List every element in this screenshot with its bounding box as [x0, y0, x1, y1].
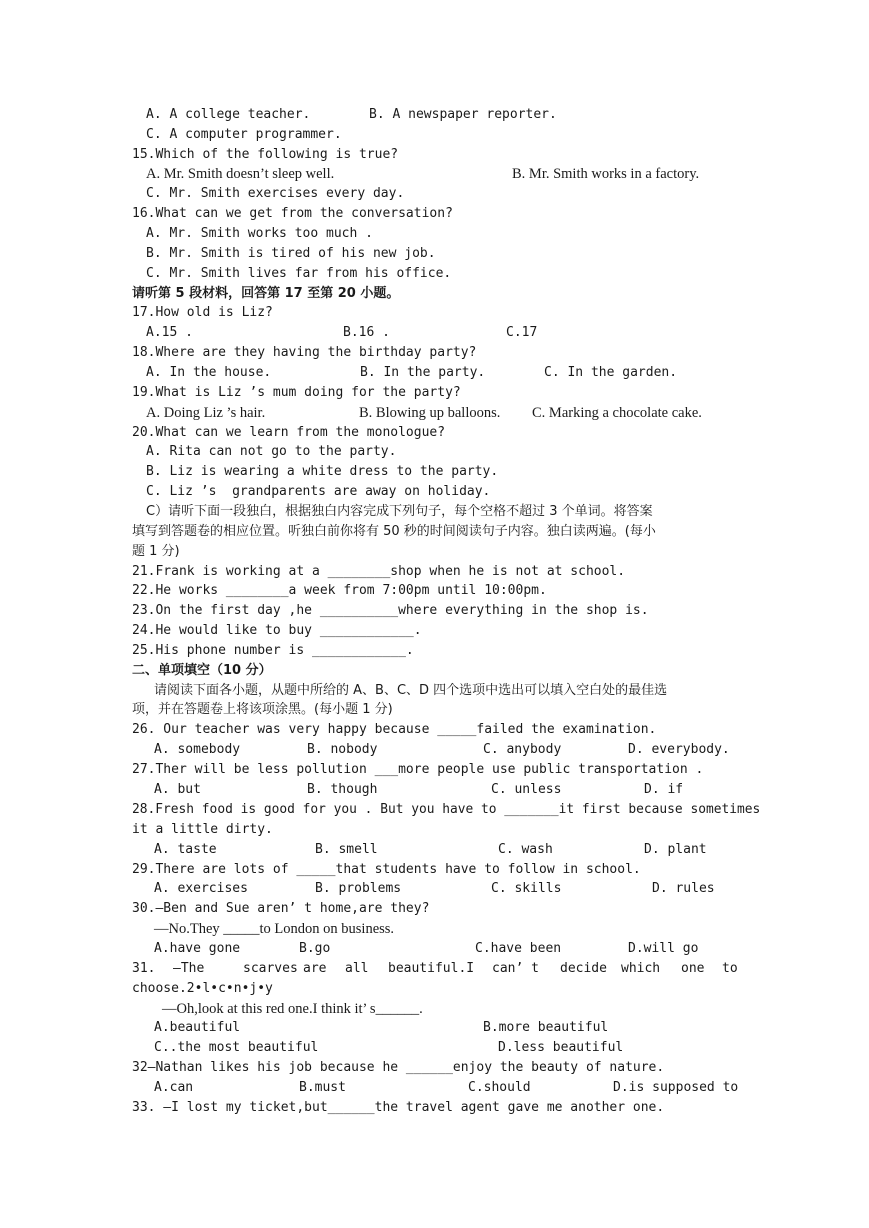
q19-option-b: B. Blowing up balloons. [359, 405, 501, 421]
q29-option-d: D. rules [652, 881, 715, 896]
q31-word: scarves [243, 961, 298, 976]
q33-stem: 33. —I lost my ticket,but______the travel agent gave me another one. [132, 1100, 665, 1115]
q26-option-a: A. somebody [154, 742, 241, 757]
q32-option-b: B.must [299, 1080, 346, 1095]
q19-stem: 19.What is Liz ’s mum doing for the party? [132, 385, 461, 400]
section2-instruction-line2: 项，并在答题卷上将该项涂黑。(每小题 1 分) [132, 702, 393, 717]
q20-stem: 20.What can we learn from the monologue? [132, 425, 446, 440]
q14-option-b: B. A newspaper reporter. [369, 107, 557, 122]
q31-word: one [681, 961, 705, 976]
q28-stem-line2: it a little dirty. [132, 822, 273, 837]
q30-option-d: D.will go [628, 941, 699, 956]
q14-option-a: A. A college teacher. [146, 107, 311, 122]
q32-option-d: D.is supposed to [613, 1080, 739, 1095]
q16-option-c: C. Mr. Smith lives far from his office. [146, 266, 452, 281]
q17-option-b: B.16 . [343, 325, 390, 340]
q18-option-a: A. In the house. [146, 365, 272, 380]
q28-stem-line1: 28.Fresh food is good for you . But you have to _______it first because sometimes [132, 802, 761, 817]
q22: 22.He works ________a week from 7:00pm until 10:00pm. [132, 583, 547, 598]
q30-option-a: A.have gone [154, 941, 241, 956]
q31-word: beautiful.I [388, 961, 475, 976]
q28-option-d: D. plant [644, 842, 707, 857]
section2-instruction-line1: 请阅读下面各小题，从题中所给的 A、B、C、D 四个选项中选出可以填入空白处的最佳选 [154, 683, 668, 698]
q30-reply: —No.They _____to London on business. [154, 921, 395, 937]
q28-option-b: B. smell [315, 842, 378, 857]
q17-option-a: A.15 . [146, 325, 193, 340]
partc-instruction-line2: 填写到答题卷的相应位置。听独白前你将有 50 秒的时间阅读句子内容。独白读两遍。(每小 [132, 524, 656, 539]
q27-option-b: B. though [307, 782, 378, 797]
q18-stem: 18.Where are they having the birthday party? [132, 345, 477, 360]
q30-option-b: B.go [299, 941, 331, 956]
q17-stem: 17.How old is Liz? [132, 305, 273, 320]
q31-reply: —Oh,look at this red one.I think it’ s______. [162, 1001, 423, 1017]
q21: 21.Frank is working at a ________shop when he is not at school. [132, 564, 626, 579]
q30-option-c: C.have been [475, 941, 562, 956]
section5-heading: 请听第 5 段材料，回答第 17 至第 20 小题。 [132, 286, 400, 301]
q23: 23.On the first day ,he __________where everything in the shop is. [132, 603, 649, 618]
q17-option-c: C.17 [506, 325, 538, 340]
q18-option-b: B. In the party. [360, 365, 486, 380]
q19-option-c: C. Marking a chocolate cake. [532, 405, 702, 421]
q26-option-d: D. everybody. [628, 742, 730, 757]
q29-option-a: A. exercises [154, 881, 248, 896]
q27-stem: 27.Ther will be less pollution ___more people use public transportation . [132, 762, 704, 777]
q32-option-c: C.should [468, 1080, 531, 1095]
q28-option-a: A. taste [154, 842, 217, 857]
q26-stem: 26. Our teacher was very happy because _____failed the examination. [132, 722, 657, 737]
q15-stem: 15.Which of the following is true? [132, 147, 399, 162]
partc-instruction-line3: 题 1 分) [132, 544, 180, 559]
q16-option-a: A. Mr. Smith works too much . [146, 226, 373, 241]
q31-option-a: A.beautiful [154, 1020, 241, 1035]
q27-option-a: A. but [154, 782, 201, 797]
q20-option-b: B. Liz is wearing a white dress to the party. [146, 464, 499, 479]
partc-instruction-line1: C）请听下面一段独白，根据独白内容完成下列句子，每个空格不超过 3 个单词。将答案 [146, 504, 653, 519]
q20-option-a: A. Rita can not go to the party. [146, 444, 397, 459]
q27-option-d: D. if [644, 782, 684, 797]
q15-option-b: B. Mr. Smith works in a factory. [512, 166, 700, 182]
q31-word: are [303, 961, 327, 976]
section2-heading: 二、单项填空（10 分） [132, 663, 272, 678]
q29-option-b: B. problems [315, 881, 402, 896]
q28-option-c: C. wash [498, 842, 553, 857]
q29-stem: 29.There are lots of _____that students have to follow in school. [132, 862, 641, 877]
q31-stem-line2: choose.2•l•c•n•j•y [132, 981, 273, 996]
q15-option-c: C. Mr. Smith exercises every day. [146, 186, 405, 201]
q26-option-b: B. nobody [307, 742, 378, 757]
q25: 25.His phone number is ____________. [132, 643, 414, 658]
q19-option-a: A. Doing Liz ’s hair. [146, 405, 266, 421]
q16-stem: 16.What can we get from the conversation? [132, 206, 453, 221]
q24: 24.He would like to buy ____________. [132, 623, 422, 638]
q31-number: 31. [132, 961, 156, 976]
q27-option-c: C. unless [491, 782, 562, 797]
q15-option-a: A. Mr. Smith doesn’t sleep well. [146, 166, 335, 182]
q32-stem: 32—Nathan likes his job because he ______enjoy the beauty of nature. [132, 1060, 665, 1075]
q16-option-b: B. Mr. Smith is tired of his new job. [146, 246, 436, 261]
q31-word: which [621, 961, 661, 976]
q31-word: to [722, 961, 738, 976]
q26-option-c: C. anybody [483, 742, 562, 757]
q32-option-a: A.can [154, 1080, 194, 1095]
q14-option-c: C. A computer programmer. [146, 127, 342, 142]
q31-word: can’ t [492, 961, 539, 976]
q31-word: all [345, 961, 369, 976]
q31-word: decide [560, 961, 607, 976]
q20-option-c: C. Liz ’s grandparents are away on holiday. [146, 484, 491, 499]
q31-option-d: D.less beautiful [498, 1040, 624, 1055]
q31-word: —The [173, 961, 205, 976]
q31-option-c: C..the most beautiful [154, 1040, 319, 1055]
q31-option-b: B.more beautiful [483, 1020, 609, 1035]
q30-stem: 30.—Ben and Sue aren’ t home,are they? [132, 901, 430, 916]
q18-option-c: C. In the garden. [544, 365, 678, 380]
q29-option-c: C. skills [491, 881, 562, 896]
